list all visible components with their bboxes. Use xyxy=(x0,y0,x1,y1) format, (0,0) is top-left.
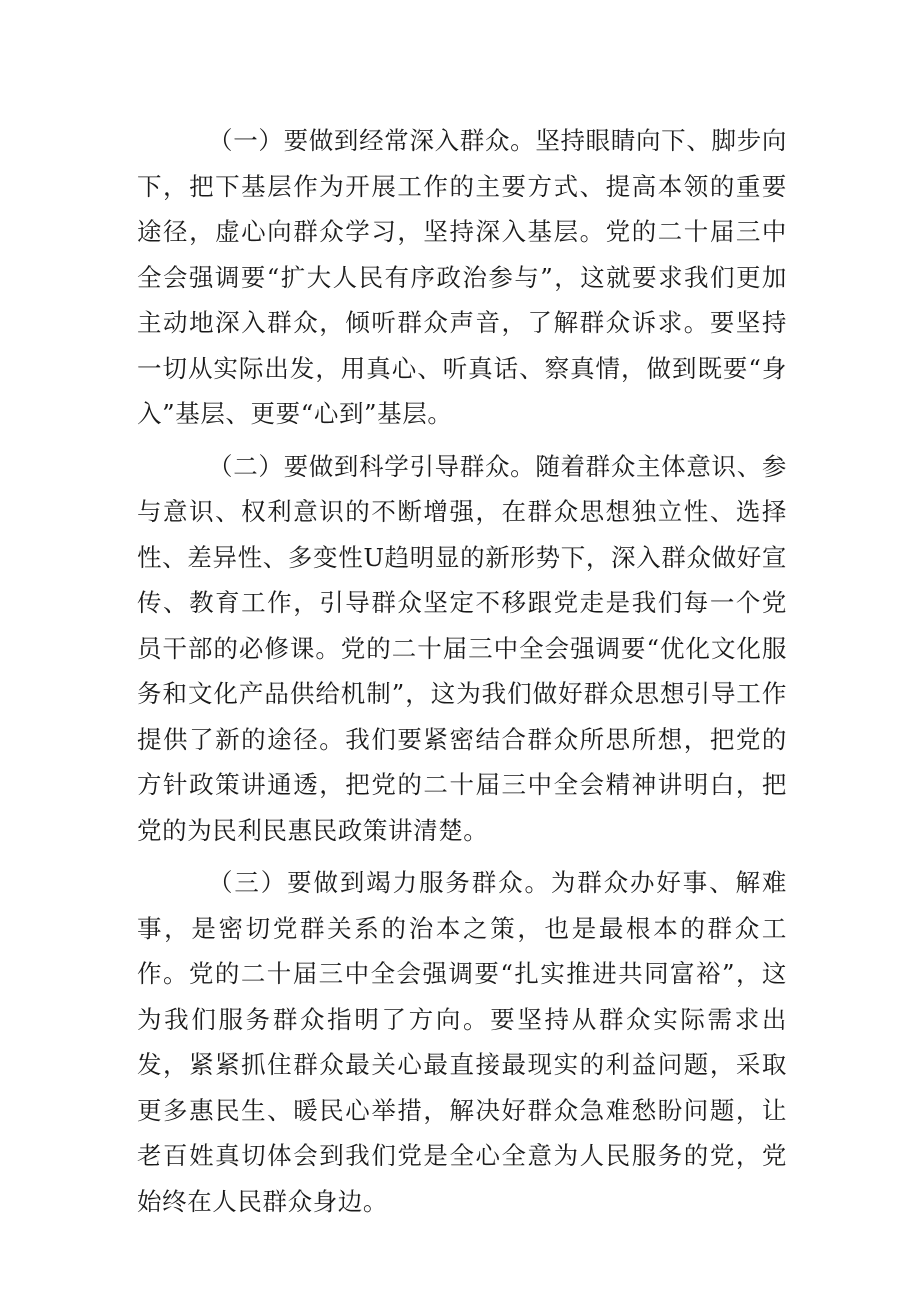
paragraph-2: （二）要做到科学引导群众。随着群众主体意识、参与意识、权利意识的不断增强，在群众思想独立性、选择性、差异性、多变性U趋明显的新形势下，深入群众做好宣传、教育工作，引导群众坚定不移跟党走是我们每一个党员干部的必修课。党的二十届三中全会强调要“优化文化服务和文化产品供给机制”，这为我们做好群众思想引导工作提供了新的途径。我们要紧密结合群众所思所想，把党的方针政策讲通透，把党的二十届三中全会精神讲明白，把党的为民利民惠民政策讲清楚。 xyxy=(137,451,787,845)
paragraph-1: （一）要做到经常深入群众。坚持眼睛向下、脚步向下，把下基层作为开展工作的主要方式、提高本领的重要途径，虚心向群众学习，坚持深入基层。党的二十届三中全会强调要“扩大人民有序政治参与”，这就要求我们更加主动地深入群众，倾听群众声音，了解群众诉求。要坚持一切从实际出发，用真心、听真话、察真情，做到既要“身入”基层、更要“心到”基层。 xyxy=(137,126,787,428)
paragraph-3: （三）要做到竭力服务群众。为群众办好事、解难事，是密切党群关系的治本之策，也是最根本的群众工作。党的二十届三中全会强调要“扎实推进共同富裕”，这为我们服务群众指明了方向。要坚持从群众实际需求出发，紧紧抓住群众最关心最直接最现实的利益问题，采取更多惠民生、暖民心举措，解决好群众急难愁盼问题，让老百姓真切体会到我们党是全心全意为人民服务的党，党始终在人民群众身边。 xyxy=(137,868,787,1216)
document-body xyxy=(137,118,787,1224)
